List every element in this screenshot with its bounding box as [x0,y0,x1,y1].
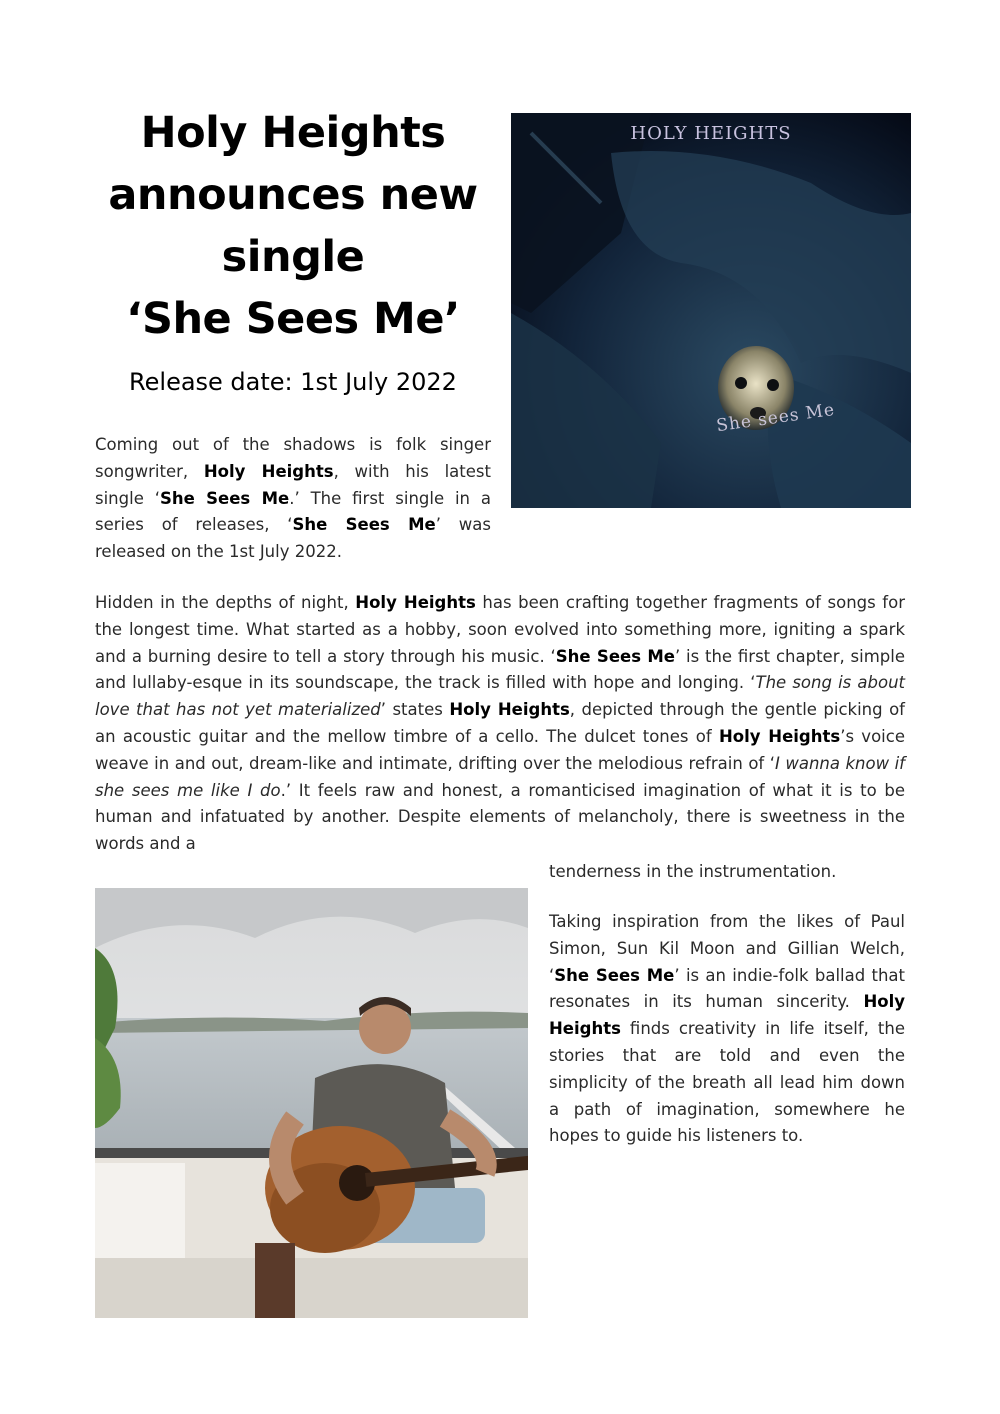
text: has been crafting together fragments of songs for the longest time. What started as a hobby, soon evolved into something more, igniting a spark and a burning desire to tell a story through his music. ‘ [95,593,905,666]
title-line-1: Holy Heights [140,108,446,158]
single-name: She Sees Me [555,646,675,666]
artist-name: Holy Heights [449,700,570,720]
cover-title-text: She sees Me [715,399,837,437]
text: Hidden in the depths of night, [95,593,356,612]
title-line-3: single [221,232,365,282]
artist-name: Holy Heights [203,461,334,481]
artist-name: Holy Heights [718,726,841,746]
cover-brand-text: HOLY HEIGHTS [630,123,792,144]
lyric-quote: I wanna know if she sees me like I do [95,753,905,800]
artist-photo [95,888,528,1318]
intro-paragraph [95,432,491,566]
text: finds creativity in life itself, the stories that are told and even the simplicity of the breath all lead him down a path of imagination, somewhere he hopes to guide his listeners to. [549,1019,905,1146]
single-name: She Sees Me [554,965,675,985]
release-date: Release date: 1st July 2022 [129,368,457,396]
single-name: She Sees Me [159,488,290,508]
text: Taking inspiration from the likes of Paul Simon, Sun Kil Moon and Gillian Welch, ‘ [549,912,905,985]
cover-art-graphic [511,113,911,508]
text: .’ It feels raw and honest, a romanticised imagination of what it is to be human and infatuated by another. Despite elements of melancholy, there is sweetness in the words and a [95,780,905,854]
page-title [95,102,491,350]
text: ’ is the first chapter, simple and lullaby-esque in its soundscape, the track is filled with hope and longing. ‘ [95,646,905,693]
text: ’ states [380,700,450,720]
text: , with his latest single ‘ [95,461,491,508]
cover-art-image [511,113,911,508]
artist-photo-graphic [95,888,528,1318]
quote: The song is about love that has not yet materialized [95,673,905,720]
text: .’ The first single in a series of releases, ‘ [95,488,491,535]
text: Coming out of the shadows is folk singer songwriter, [95,435,491,481]
text: , depicted through the gentle picking of an acoustic guitar and the mellow timbre of a cello. The dulcet tones of [95,700,905,746]
text: ’ is an indie-folk ballad that resonates in its human sincerity. [549,965,906,1012]
closing-paragraph [549,909,905,1150]
text: ’ was released on the 1st July 2022. [95,515,491,562]
body-paragraph-end: tenderness in the instrumentation. [549,862,837,881]
title-line-4: ‘She Sees Me’ [126,294,460,344]
artist-name: Holy Heights [355,593,476,612]
text: ’s voice weave in and out, dream-like and intimate, drifting over the melodious refrain of ‘ [95,726,905,773]
artist-name: Holy Heights [549,992,905,1039]
body-paragraph [95,590,905,858]
title-line-2: announces new [108,170,478,220]
single-name: She Sees Me [292,515,436,535]
